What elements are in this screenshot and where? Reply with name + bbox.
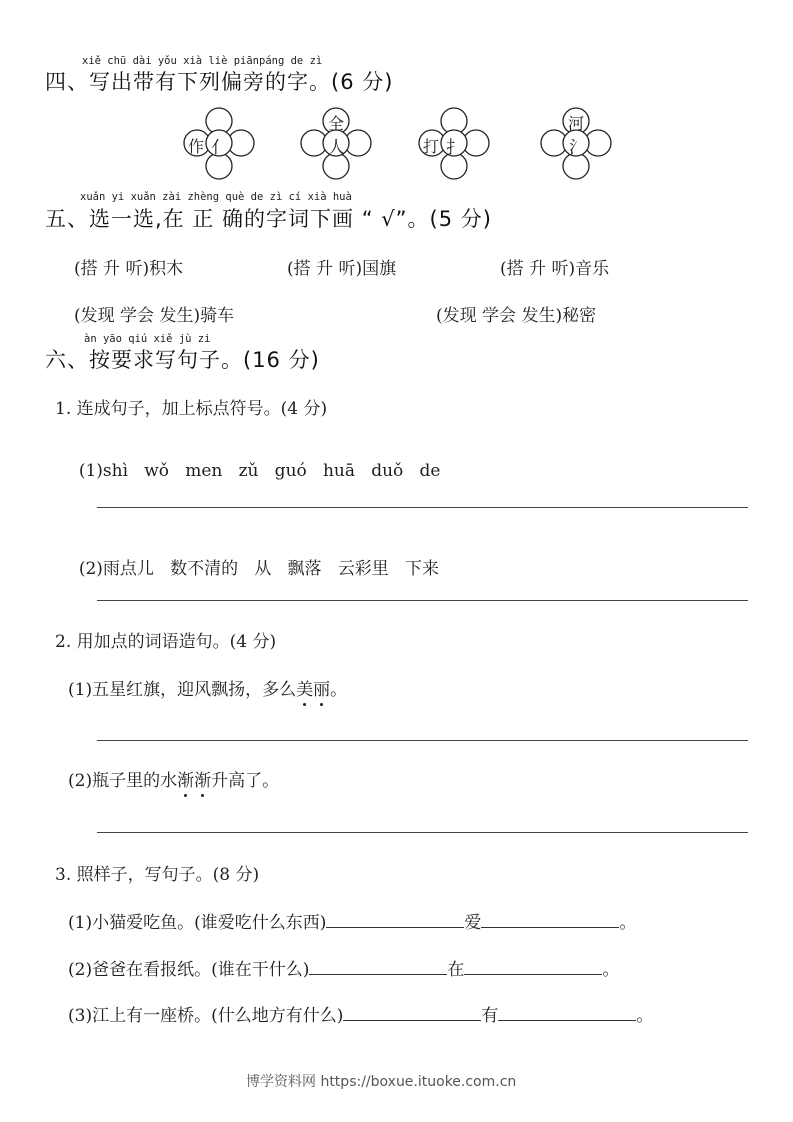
q3-item-1 xyxy=(68,908,636,933)
flower-3-example: 打 xyxy=(423,137,440,156)
answer-line-q1-2[interactable] xyxy=(97,600,748,601)
blank-input[interactable] xyxy=(309,958,447,975)
sentence-end: 。 xyxy=(636,1006,654,1026)
blank-input[interactable] xyxy=(498,1004,636,1021)
pattern-hint: (什么地方有什么) xyxy=(211,1006,344,1026)
connector-word: 有 xyxy=(481,1006,499,1026)
dotted-char: 渐 xyxy=(177,766,194,791)
blank-input[interactable] xyxy=(343,1004,481,1021)
sample-sentence: 爸爸在看报纸。 xyxy=(92,960,212,980)
q1-item-2 xyxy=(68,534,439,579)
dotted-char: 丽 xyxy=(313,675,330,700)
item-label: (1) xyxy=(68,680,93,700)
sample-sentence: 小猫爱吃鱼。 xyxy=(92,913,195,933)
choice-word: 国旗 xyxy=(362,259,397,279)
choice-options[interactable]: (发现 学会 发生) xyxy=(436,306,563,326)
choice-options[interactable]: (搭 升 听) xyxy=(500,259,576,279)
choice-options[interactable]: (搭 升 听) xyxy=(74,259,150,279)
footer-watermark: 博学资料网 https://boxue.ituoke.com.cn xyxy=(246,1074,517,1090)
choice-word: 积木 xyxy=(149,259,184,279)
choice-item-4[interactable] xyxy=(74,301,234,326)
choice-options[interactable]: (搭 升 听) xyxy=(287,259,363,279)
choice-word: 音乐 xyxy=(575,259,610,279)
flower-4-radical: 氵 xyxy=(569,138,586,158)
dotted-char: 渐 xyxy=(194,766,211,791)
sentence-end: 。 xyxy=(330,680,348,700)
q1-title: 1. 连成句子，加上标点符号。(4 分) xyxy=(55,399,328,419)
choice-item-5[interactable] xyxy=(436,301,596,326)
blank-input[interactable] xyxy=(481,911,619,928)
item-label: (2) xyxy=(68,960,93,980)
sentence-end: 。 xyxy=(619,913,637,933)
flower-4-example: 河 xyxy=(568,114,585,133)
pattern-hint: (谁爱吃什么东西) xyxy=(194,913,327,933)
flower-2-example: 全 xyxy=(328,114,345,133)
choice-item-2[interactable] xyxy=(287,254,396,279)
choice-options[interactable]: (发现 学会 发生) xyxy=(74,306,201,326)
q3-title: 3. 照样子，写句子。(8 分) xyxy=(55,865,260,885)
sentence-text: 瓶子里的水 xyxy=(92,771,178,791)
item-label: (1) xyxy=(68,913,93,933)
section5-title: 五、选一选,在 正 确的字词下画 “ √”。(5 分) xyxy=(45,207,492,231)
choice-word: 秘密 xyxy=(562,306,597,326)
choice-item-3[interactable] xyxy=(500,254,609,279)
section4-pinyin: xiě chū dài yǒu xià liè piānpáng de zì xyxy=(82,55,323,67)
sentence-end: 升高了。 xyxy=(211,771,280,791)
q3-item-3 xyxy=(68,1001,653,1026)
item-label: (2) xyxy=(68,771,93,791)
dotted-char: 美 xyxy=(296,675,313,700)
sample-sentence: 江上有一座桥。 xyxy=(92,1006,212,1026)
answer-line-q1-1[interactable] xyxy=(97,507,748,508)
item-label: (2) xyxy=(78,559,103,579)
answer-line-q2-1[interactable] xyxy=(97,740,748,741)
word-groups: 雨点儿 数不清的 从 飘落 云彩里 下来 xyxy=(102,559,439,579)
sentence-text: 五星红旗，迎风飘扬，多么 xyxy=(92,680,297,700)
pinyin-words: shì wǒ men zǔ guó huā duǒ de xyxy=(102,461,441,481)
blank-input[interactable] xyxy=(464,958,602,975)
section4-title: 四、写出带有下列偏旁的字。(6 分) xyxy=(45,70,394,94)
section6-title: 六、按要求写句子。(16 分) xyxy=(45,348,320,372)
connector-word: 爱 xyxy=(464,913,482,933)
q2-title: 2. 用加点的词语造句。(4 分) xyxy=(55,632,277,652)
connector-word: 在 xyxy=(447,960,465,980)
section5-pinyin: xuǎn yi xuǎn zài zhèng què de zì cí xià huà xyxy=(80,191,352,203)
sentence-end: 。 xyxy=(602,960,620,980)
q2-item-1 xyxy=(68,675,347,700)
answer-line-q2-2[interactable] xyxy=(97,832,748,833)
pattern-hint: (谁在干什么) xyxy=(211,960,310,980)
choice-item-1[interactable] xyxy=(74,254,183,279)
blank-input[interactable] xyxy=(326,911,464,928)
flower-3-radical: 扌 xyxy=(446,138,463,158)
section6-pinyin: àn yāo qiú xiě jù zi xyxy=(84,333,211,345)
q2-item-2 xyxy=(68,766,279,791)
item-label: (1) xyxy=(78,461,103,481)
flower-1-radical: 亻 xyxy=(211,138,228,158)
choice-word: 骑车 xyxy=(200,306,235,326)
flower-1-example: 作 xyxy=(188,137,205,156)
q3-item-2 xyxy=(68,955,619,980)
q1-item-1 xyxy=(68,441,440,481)
flower-2-radical: 人 xyxy=(328,138,345,158)
item-label: (3) xyxy=(68,1006,93,1026)
